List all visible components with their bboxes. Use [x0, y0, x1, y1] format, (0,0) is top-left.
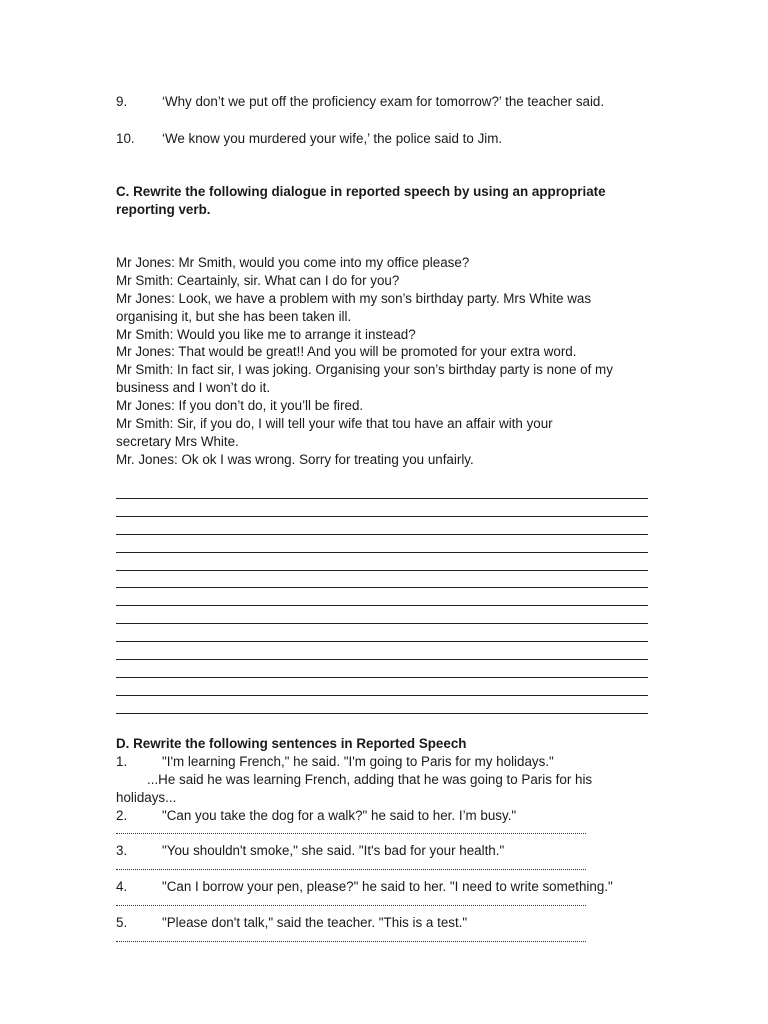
item-d3-text: "You shouldn't smoke," she said. "It's bad for your health.": [162, 843, 505, 858]
item-d2-text: "Can you take the dog for a walk?" he said to her. I’m busy.": [162, 808, 517, 823]
answer-dotted-line[interactable]: [116, 864, 586, 870]
item-9-text: ‘Why don’t we put off the proficiency exam for tomorrow?’ the teacher said.: [162, 94, 605, 109]
answer-line[interactable]: [116, 571, 648, 589]
item-d2-number: 2.: [116, 808, 128, 823]
item-d4-text: "Can I borrow your pen, please?" he said to her. "I need to write something.": [162, 879, 613, 894]
item-d4-number: 4.: [116, 879, 128, 894]
section-c-heading-line1: C. Rewrite the following dialogue in reported speech by using an appropriate: [116, 184, 606, 199]
dialogue-line: Mr Smith: In fact sir, I was joking. Organising your son’s birthday party is none of my: [116, 362, 613, 378]
section-d-heading: D. Rewrite the following sentences in Reported Speech: [116, 736, 467, 751]
dialogue-line: Mr Smith: Would you like me to arrange it instead?: [116, 326, 416, 342]
answer-line[interactable]: [116, 517, 648, 535]
item-d1-text: "I'm learning French," he said. "I'm going to Paris for my holidays.": [162, 754, 554, 769]
section-c-heading-line2: reporting verb.: [116, 202, 211, 217]
dialogue-line: Mr Jones: Look, we have a problem with my son’s birthday party. Mrs White was: [116, 290, 592, 306]
answer-dotted-line[interactable]: [116, 900, 586, 906]
answer-line[interactable]: [116, 499, 648, 517]
item-9-number: 9.: [116, 94, 128, 109]
item-d5-text: "Please don't talk," said the teacher. "This is a test.": [162, 915, 468, 930]
example-answer-line2: holidays...: [116, 790, 177, 805]
answer-dotted-line[interactable]: [116, 828, 586, 834]
answer-line[interactable]: [116, 660, 648, 678]
dialogue-line: Mr Smith: Ceartainly, sir. What can I do for you?: [116, 272, 400, 288]
dialogue-block: [116, 254, 656, 469]
dialogue-line: Mr Smith: Sir, if you do, I will tell your wife that tou have an affair with your: [116, 416, 553, 432]
answer-lines: [116, 486, 648, 714]
answer-line[interactable]: [116, 553, 648, 571]
answer-line[interactable]: [116, 696, 648, 714]
answer-line[interactable]: [116, 588, 648, 606]
item-d5-number: 5.: [116, 915, 128, 930]
dialogue-line: secretary Mrs White.: [116, 433, 239, 449]
answer-line[interactable]: [116, 642, 648, 660]
item-d3-number: 3.: [116, 843, 128, 858]
answer-line[interactable]: [116, 535, 648, 553]
dialogue-line: Mr. Jones: Ok ok I was wrong. Sorry for treating you unfairly.: [116, 451, 474, 467]
answer-dotted-line[interactable]: [116, 936, 586, 942]
dialogue-line: Mr Jones: If you don’t do, it you’ll be fired.: [116, 398, 364, 414]
item-10-number: 10.: [116, 131, 135, 146]
answer-line[interactable]: [116, 678, 648, 696]
item-10-text: ‘We know you murdered your wife,’ the police said to Jim.: [162, 131, 503, 146]
item-d1-number: 1.: [116, 754, 128, 769]
answer-line[interactable]: [116, 624, 648, 642]
answer-line[interactable]: [116, 486, 648, 499]
example-answer-line1: ...He said he was learning French, adding that he was going to Paris for his: [147, 772, 593, 787]
dialogue-line: business and I won’t do it.: [116, 380, 271, 396]
answer-line[interactable]: [116, 606, 648, 624]
dialogue-line: Mr Jones: Mr Smith, would you come into my office please?: [116, 255, 470, 270]
dialogue-line: organising it, but she has been taken ill.: [116, 308, 352, 324]
dialogue-line: Mr Jones: That would be great!! And you will be promoted for your extra word.: [116, 344, 577, 360]
